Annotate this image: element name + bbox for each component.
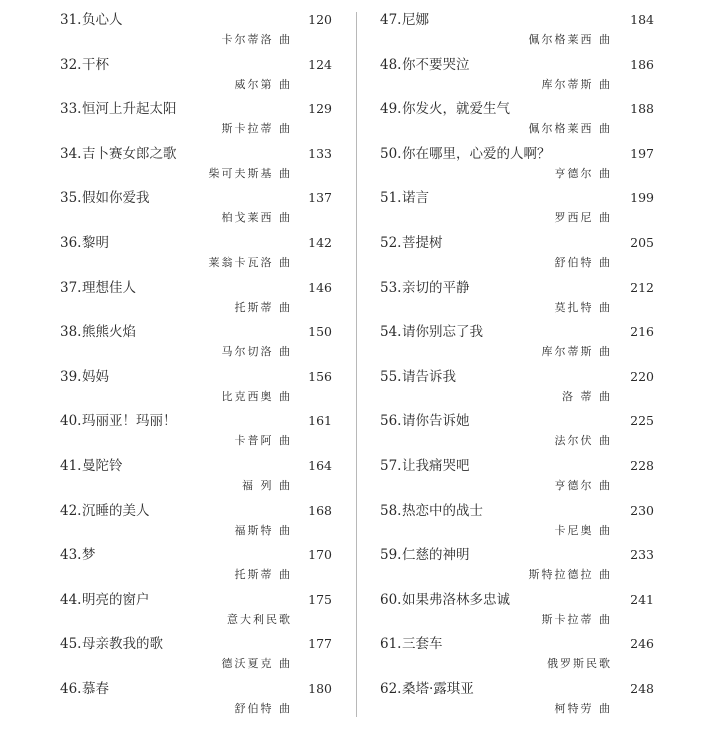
toc-entry-composer: 德沃夏克 曲 [221, 657, 292, 671]
toc-entry-page-number: 156 [308, 368, 332, 384]
toc-entry-number: 58. [380, 502, 402, 519]
toc-entry-page-number: 184 [630, 12, 654, 27]
toc-entry-title: 请你告诉她 [402, 413, 470, 430]
toc-entry-composer: 莫扎特 曲 [554, 300, 612, 314]
toc-entry[interactable] [60, 497, 332, 542]
toc-entry-page-number: 124 [308, 56, 332, 72]
toc-entry-title: 尼娜 [402, 12, 429, 28]
toc-entry-number: 37. [60, 279, 82, 296]
toc-entry-composer: 卡尼奥 曲 [554, 523, 612, 537]
toc-entry-title: 亲切的平静 [402, 279, 470, 296]
toc-entry-title-line [60, 10, 332, 30]
toc-entry-title: 曼陀铃 [82, 457, 123, 474]
toc-entry-page-number: 133 [308, 145, 332, 161]
toc-entry-title-line [60, 367, 332, 387]
toc-entry-title-line [60, 278, 332, 298]
toc-entry-title: 理想佳人 [82, 279, 136, 296]
toc-entry-page-number: 177 [308, 636, 332, 652]
toc-entry[interactable] [380, 630, 654, 675]
toc-entry-number: 32. [60, 56, 82, 73]
toc-entry-number: 52. [380, 234, 402, 251]
toc-entry-title: 玛丽亚！玛丽！ [82, 413, 177, 430]
toc-entry-composer: 洛 蒂 曲 [562, 389, 612, 403]
toc-entry-composer: 罗西尼 曲 [554, 211, 612, 225]
toc-entry-composer: 意大利民歌 [227, 612, 292, 626]
toc-entry-composer: 舒伯特 曲 [554, 255, 612, 269]
toc-entry-page-number: 150 [308, 324, 332, 340]
toc-entry-page-number: 225 [630, 413, 654, 429]
toc-entry-title: 吉卜赛女郎之歌 [82, 145, 177, 162]
toc-entry-number: 48. [380, 56, 402, 73]
toc-entry-number: 42. [60, 502, 82, 519]
toc-entry-composer: 库尔蒂斯 曲 [541, 345, 612, 359]
toc-entry-page-number: 168 [308, 502, 332, 518]
toc-entry-title: 你发火，就爱生气 [402, 101, 510, 118]
toc-entry[interactable] [60, 407, 332, 452]
toc-entry-title-line [380, 367, 654, 387]
toc-entry[interactable] [60, 6, 332, 51]
toc-entry-composer: 亨德尔 曲 [554, 478, 612, 492]
toc-entry[interactable] [60, 363, 332, 408]
toc-entry-number: 62. [380, 680, 402, 697]
toc-entry-title: 三套车 [402, 636, 443, 653]
toc-entry-number: 57. [380, 457, 402, 474]
toc-entry-composer: 柏戈莱西 曲 [221, 211, 292, 225]
toc-entry-number: 33. [60, 101, 82, 118]
toc-entry-title-line [60, 501, 332, 521]
toc-entry-title: 你不要哭泣 [402, 56, 470, 73]
toc-entry[interactable] [380, 407, 654, 452]
toc-entry-composer: 柯特劳 曲 [554, 701, 612, 715]
toc-entry[interactable] [380, 452, 654, 497]
toc-entry-title: 黎明 [82, 234, 109, 251]
toc-entry-composer: 佩尔格莱西 曲 [528, 33, 612, 46]
toc-entry[interactable] [380, 497, 654, 542]
toc-entry-page-number: 220 [630, 368, 654, 384]
toc-entry-title-line [380, 634, 654, 654]
toc-entry-number: 46. [60, 680, 82, 697]
toc-entry-number: 56. [380, 413, 402, 430]
toc-entry[interactable] [60, 541, 332, 586]
toc-entry[interactable] [380, 229, 654, 274]
toc-entry[interactable] [60, 51, 332, 96]
toc-entry-number: 31. [60, 12, 82, 28]
toc-entry-title: 恒河上升起太阳 [82, 101, 177, 118]
toc-entry-composer: 法尔伏 曲 [554, 434, 612, 448]
toc-entry-title: 请告诉我 [402, 368, 456, 385]
toc-entry-title: 负心人 [82, 12, 123, 28]
toc-entry-composer: 比克西奥 曲 [221, 389, 292, 403]
toc-entry-composer: 舒伯特 曲 [234, 701, 292, 715]
toc-entry-title-line [380, 55, 654, 75]
toc-entry-page-number: 197 [630, 145, 654, 161]
toc-entry[interactable] [380, 586, 654, 631]
toc-entry-number: 55. [380, 368, 402, 385]
toc-entry-title-line [60, 634, 332, 654]
toc-entry-page-number: 137 [308, 190, 332, 206]
toc-entry-page-number: 186 [630, 56, 654, 72]
toc-entry[interactable] [380, 140, 654, 185]
toc-entry-title-line [60, 233, 332, 253]
toc-entry-title-line [60, 188, 332, 208]
toc-entry-title-line [380, 278, 654, 298]
toc-entry-composer: 托斯蒂 曲 [234, 300, 292, 314]
toc-entry-number: 40. [60, 413, 82, 430]
toc-entry-composer: 库尔蒂斯 曲 [541, 77, 612, 91]
toc-entry-title: 让我痛哭吧 [402, 457, 470, 474]
toc-entry-number: 43. [60, 547, 82, 564]
toc-entry[interactable] [60, 274, 332, 319]
toc-entry-composer: 斯特拉德拉 曲 [528, 568, 612, 582]
toc-entry-number: 34. [60, 145, 82, 162]
toc-entry[interactable] [60, 630, 332, 675]
toc-entry[interactable] [60, 452, 332, 497]
toc-entry-title: 慕春 [82, 680, 109, 697]
toc-entry-page-number: 241 [630, 591, 654, 607]
toc-entry-title-line [60, 99, 332, 119]
toc-entry-page-number: 146 [308, 279, 332, 295]
toc-entry-title: 热恋中的战士 [402, 502, 483, 519]
toc-entry[interactable] [380, 541, 654, 586]
toc-entry-title-line [380, 144, 654, 164]
toc-entry-page-number: 129 [308, 101, 332, 117]
toc-entry-number: 60. [380, 591, 402, 608]
toc-entry-page-number: 246 [630, 636, 654, 652]
toc-entry-composer: 马尔切洛 曲 [221, 345, 292, 359]
toc-entry-page-number: 161 [308, 413, 332, 429]
toc-entry-number: 45. [60, 636, 82, 653]
toc-entry-composer: 福斯特 曲 [234, 523, 292, 537]
toc-entry-page-number: 175 [308, 591, 332, 607]
toc-entry-title-line [60, 144, 332, 164]
toc-entry-composer: 威尔第 曲 [234, 77, 292, 91]
toc-entry-title-line [380, 322, 654, 342]
toc-entry-composer: 柴可夫斯基 曲 [208, 166, 292, 180]
toc-entry-number: 51. [380, 190, 402, 207]
toc-entry-page-number: 164 [308, 457, 332, 473]
toc-entry-title-line [60, 55, 332, 75]
toc-entry-title-line [380, 188, 654, 208]
toc-entry-page-number: 205 [630, 234, 654, 250]
toc-entry-number: 39. [60, 368, 82, 385]
toc-entry-number: 47. [380, 12, 402, 28]
toc-entry-page-number: 212 [630, 279, 654, 295]
toc-entry[interactable] [380, 184, 654, 229]
toc-entry-title: 沉睡的美人 [82, 502, 150, 519]
toc-column-left [60, 6, 332, 720]
toc-entry[interactable] [380, 6, 654, 51]
toc-entry-title-line [60, 456, 332, 476]
toc-entry-title-line [60, 411, 332, 431]
toc-entry-composer: 斯卡拉蒂 曲 [541, 612, 612, 626]
toc-entry-title: 诺言 [402, 190, 429, 207]
column-divider [356, 12, 357, 717]
toc-entry-page-number: 180 [308, 680, 332, 696]
toc-entry-title-line [380, 456, 654, 476]
toc-entry-number: 59. [380, 547, 402, 564]
toc-entry-composer: 卡普阿 曲 [234, 434, 292, 448]
toc-entry-title: 梦 [82, 547, 96, 564]
toc-entry[interactable] [60, 140, 332, 185]
toc-entry-title: 如果弗洛林多忠诚 [402, 591, 510, 608]
toc-entry-number: 49. [380, 101, 402, 118]
toc-entry-number: 53. [380, 279, 402, 296]
toc-entry-page-number: 233 [630, 547, 654, 563]
toc-entry-title: 菩提树 [402, 234, 443, 251]
toc-entry[interactable] [380, 675, 654, 720]
toc-entry-page-number: 230 [630, 502, 654, 518]
toc-entry-title: 桑塔·露琪亚 [402, 680, 474, 697]
toc-entry-title: 干杯 [82, 56, 109, 73]
toc-entry-title-line [380, 233, 654, 253]
toc-entry-page-number: 142 [308, 234, 332, 250]
toc-entry-number: 35. [60, 190, 82, 207]
toc-entry-title-line [380, 411, 654, 431]
toc-entry-composer: 亨德尔 曲 [554, 166, 612, 180]
toc-entry-composer: 斯卡拉蒂 曲 [221, 122, 292, 136]
toc-entry-composer: 佩尔格莱西 曲 [528, 122, 612, 136]
toc-entry-composer: 莱翁卡瓦洛 曲 [208, 255, 292, 269]
toc-entry-title: 妈妈 [82, 368, 109, 385]
toc-entry-title-line [380, 99, 654, 119]
toc-entry-title: 你在哪里，心爱的人啊？ [402, 145, 551, 162]
toc-entry-number: 54. [380, 324, 402, 341]
toc-entry-page-number: 216 [630, 324, 654, 340]
toc-entry-title-line [380, 679, 654, 699]
toc-entry[interactable] [60, 184, 332, 229]
toc-entry-number: 36. [60, 234, 82, 251]
toc-entry-number: 44. [60, 591, 82, 608]
toc-entry-page-number: 248 [630, 680, 654, 696]
toc-entry-composer: 福 列 曲 [242, 478, 292, 492]
toc-entry-title: 仁慈的神明 [402, 547, 470, 564]
toc-entry[interactable] [380, 274, 654, 319]
toc-entry-title-line [380, 590, 654, 610]
toc-entry-number: 38. [60, 324, 82, 341]
toc-entry-title-line [380, 501, 654, 521]
toc-entry-number: 61. [380, 636, 402, 653]
toc-entry-number: 41. [60, 457, 82, 474]
toc-entry-page-number: 170 [308, 547, 332, 563]
toc-entry[interactable] [60, 586, 332, 631]
toc-entry-title-line [60, 545, 332, 565]
toc-entry-title-line [60, 322, 332, 342]
toc-entry-title: 母亲教我的歌 [82, 636, 163, 653]
toc-entry-page-number: 188 [630, 101, 654, 117]
toc-entry-title: 明亮的窗户 [82, 591, 150, 608]
toc-entry[interactable] [380, 318, 654, 363]
toc-entry-title-line [60, 590, 332, 610]
toc-entry-page-number: 120 [308, 12, 332, 27]
toc-entry-title: 熊熊火焰 [82, 324, 136, 341]
toc-entry-page-number: 228 [630, 457, 654, 473]
toc-entry[interactable] [60, 675, 332, 720]
toc-entry[interactable] [380, 95, 654, 140]
toc-entry[interactable] [380, 51, 654, 96]
toc-entry-title-line [60, 679, 332, 699]
toc-entry[interactable] [60, 318, 332, 363]
toc-entry-title: 请你别忘了我 [402, 324, 483, 341]
toc-entry[interactable] [380, 363, 654, 408]
toc-entry-title: 假如你爱我 [82, 190, 150, 207]
toc-entry-title-line [380, 10, 654, 30]
toc-entry[interactable] [60, 229, 332, 274]
toc-entry-page-number: 199 [630, 190, 654, 206]
toc-entry-composer: 卡尔蒂洛 曲 [221, 33, 292, 46]
toc-entry-title-line [380, 545, 654, 565]
toc-entry-composer: 俄罗斯民歌 [547, 657, 612, 671]
toc-entry-number: 50. [380, 145, 402, 162]
toc-column-right [380, 6, 654, 720]
toc-entry[interactable] [60, 95, 332, 140]
toc-entry-composer: 托斯蒂 曲 [234, 568, 292, 582]
